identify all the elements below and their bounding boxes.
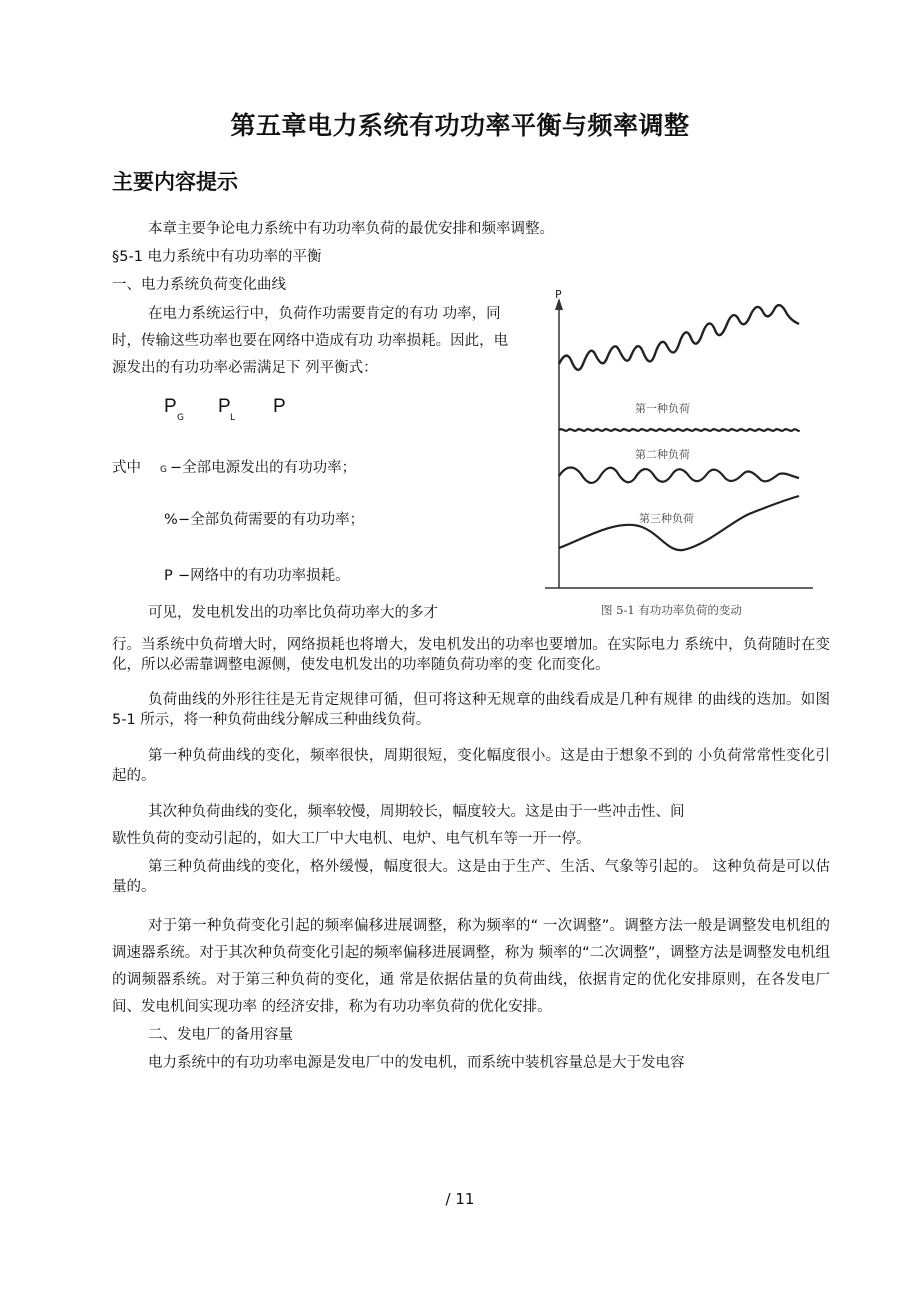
defs-p-symbol: P [164,568,173,584]
para5-line2: 歇性负荷的变动引起的，如大工厂中大电机、电炉、电气机车等一开一停。 [112,831,591,847]
label-second-load: 第二种负荷 [635,448,690,461]
eq-pl: P [218,396,231,417]
para8: 电力系统中的有功功率电源是发电厂中的发电机，而系统中装机容量总是大于发电容 [148,1055,685,1071]
axis-label-p: P [555,288,562,301]
eq-p: P [273,396,286,417]
para1-line1: 在电力系统运行中，负荷作功需要肯定的有功 功率，同 [148,306,501,322]
eq-pg-sub: G [177,413,184,423]
section-5-1-heading: §5-1 电力系统中有功功率的平衡 [112,249,322,265]
para1-line2: 时，传输这些功率也要在网络中造成有功 功率损耗。因此，电 [112,333,509,349]
figure-5-1 [535,284,825,624]
para4: 第一种负荷曲线的变化，频率很快，周期很短，变化幅度很小。这是由于想象不到的 小负荷常常性变化引起的。 [112,748,830,784]
page-title: 第五章电力系统有功功率平衡与频率调整 [230,111,690,140]
first-load-curve [559,429,799,431]
label-first-load: 第一种负荷 [635,402,690,415]
defs-l-text: −全部负荷需要的有功功率； [178,512,365,528]
para5-line1: 其次种负荷曲线的变化，频率较慢，周期较长，幅度较大。这是由于一些冲击性、间 [148,804,685,820]
para3: 负荷曲线的外形往往是无肯定规律可循，但可将这种无规章的曲线看成是几种有规律 的曲线的迭加。如图 5-1 所示，将一种负荷曲线分解成三种曲线负荷。 [112,692,830,728]
figure-caption: 图 5-1 有功功率负荷的变动 [601,603,742,617]
para7: 对于第一种负荷变化引起的频率偏移进展调整，称为频率的“ 一次调整”。调整方法一般是调整发电机组的调速器系统。对于其次种负荷变化引起的频率偏移进展调整，称为 频率的“二次调整”，调整方法是调整发电机组的调频器系统。对于第三种负荷的变化，通 常是依据估量的负荷曲线，依据肯定的优化安排原则，在各发电厂间、发电机间实现功率 的经济安排，称为有功功率负荷的优化安排。 [112,918,830,1015]
defs-l-symbol: % [164,512,178,528]
total-load-curve [559,305,799,370]
load-curve-diagram [535,284,825,624]
defs-prefix: 式中 [112,460,141,476]
subsection-1-heading: 一、电力系统负荷变化曲线 [112,277,286,293]
second-load-curve [559,468,799,483]
para1-line3: 源发出的有功功率必需满足下 列平衡式： [112,360,378,376]
label-third-load: 第三种负荷 [639,512,694,525]
intro-text: 本章主要争论电力系统中有功功率负荷的最优安排和频率调整。 [148,221,554,237]
para6: 第三种负荷曲线的变化，格外缓慢，幅度很大。这是由于生产、生活、气象等引起的。 这种负荷是可以估量的。 [112,859,830,895]
defs-g-sub: G [160,465,167,475]
defs-p-text: −网络中的有功功率损耗。 [178,568,350,584]
eq-pg: P [164,396,177,417]
page-number: / 11 [445,1190,475,1208]
para2-start: 可见，发电机发出的功率比负荷功率大的多才 [148,605,438,621]
para2-rest: 行。当系统中负荷增大时，网络损耗也将增大，发电机发出的功率也要增加。在实际电力 系统中，负荷随时在变化，所以必需靠调整电源侧，使发电机发出的功率随负荷功率的变 化而变化。 [112,637,830,673]
subsection-2-heading: 二、发电厂的备用容量 [148,1027,293,1043]
defs-g-text: −全部电源发出的有功功率； [170,460,357,476]
section-heading: 主要内容提示 [112,170,238,194]
eq-pl-sub: L [230,413,236,423]
